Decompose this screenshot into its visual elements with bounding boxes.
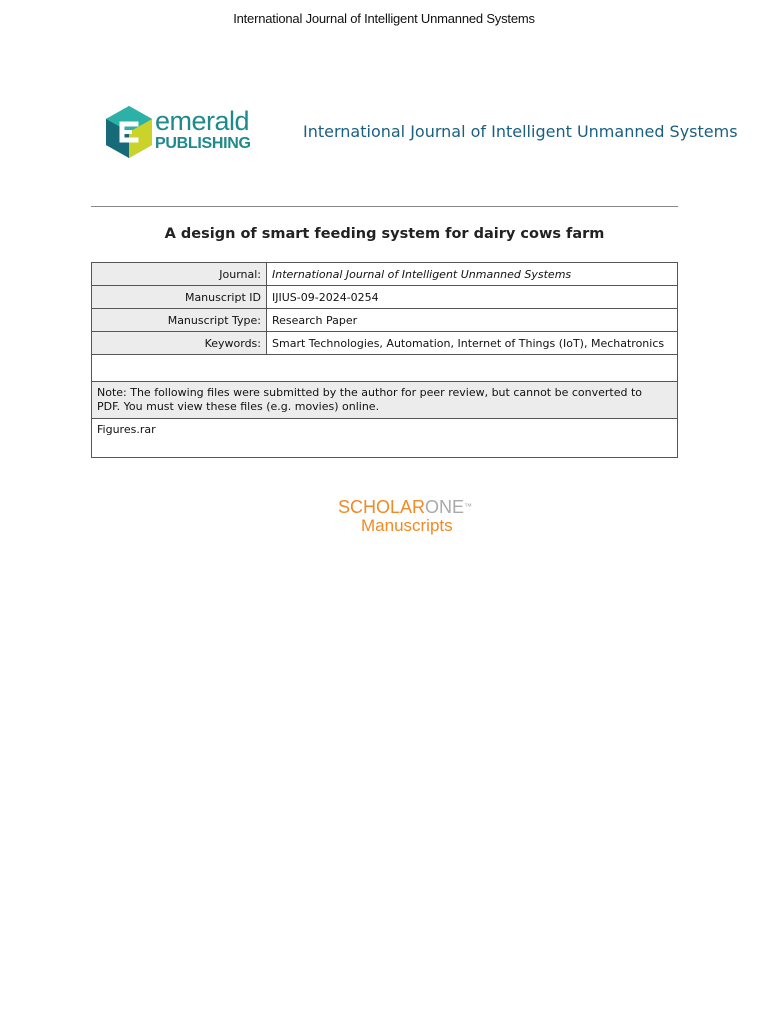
table-row [92, 332, 678, 355]
paper-title: A design of smart feeding system for dairy cows farm [164, 226, 605, 242]
scholarone-manuscripts: Manuscripts [361, 516, 453, 535]
file-link[interactable]: Figures.rar [97, 423, 156, 436]
header-divider [91, 206, 678, 207]
scholarone-wordmark [338, 497, 472, 517]
keywords-label: Keywords: [92, 332, 267, 355]
blank-cell [92, 355, 678, 382]
manuscript-id-label: Manuscript ID [92, 286, 267, 309]
scholarone-part1: SCHOLAR [338, 497, 426, 517]
manuscript-type-label: Manuscript Type: [92, 309, 267, 332]
note-cell [92, 382, 678, 419]
files-cell [92, 419, 678, 458]
scholarone-logo [338, 497, 478, 541]
table-row [92, 286, 678, 309]
note-line-1: Note: The following files were submitted by the author for peer review, but cannot be converted to [97, 386, 643, 399]
files-row [92, 419, 678, 458]
emerald-logo-icon [106, 106, 152, 158]
emerald-logo [106, 104, 256, 162]
running-head: International Journal of Intelligent Unmanned Systems [233, 11, 535, 26]
blank-row [92, 355, 678, 382]
scholarone-part2: ONE [425, 497, 465, 517]
manuscript-details-table [91, 262, 678, 458]
keywords-value: Smart Technologies, Automation, Internet of Things (IoT), Mechatronics [267, 332, 678, 355]
scholarone-trademark: ™ [464, 502, 473, 511]
manuscript-id-value: IJIUS-09-2024-0254 [267, 286, 678, 309]
journal-label: Journal: [92, 263, 267, 286]
note-row [92, 382, 678, 419]
table-row [92, 263, 678, 286]
note-line-2: PDF. You must view these files (e.g. movies) online. [97, 400, 380, 413]
logo-wordmark: emerald [155, 106, 250, 136]
manuscript-type-value: Research Paper [267, 309, 678, 332]
journal-value: International Journal of Intelligent Unmanned Systems [267, 263, 678, 286]
logo-subtitle: PUBLISHING [155, 135, 251, 152]
table-row [92, 309, 678, 332]
journal-banner: International Journal of Intelligent Unmanned Systems [303, 122, 738, 141]
